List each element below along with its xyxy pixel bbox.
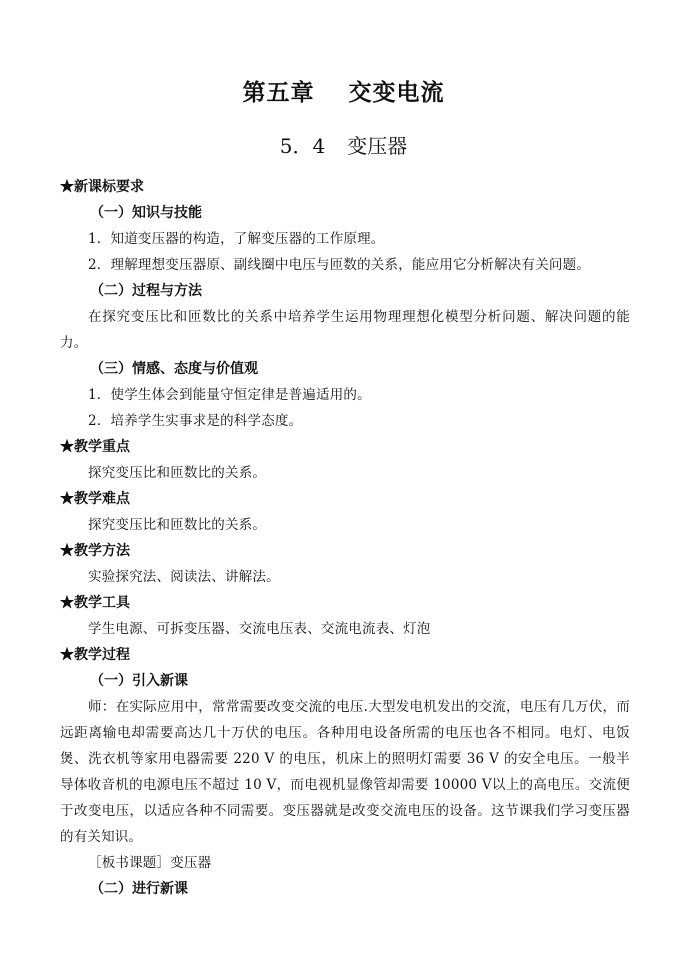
difficulty-text: 探究变压比和匝数比的关系。 xyxy=(88,517,267,533)
document-body xyxy=(60,174,630,902)
intro-heading: （一）引入新课 xyxy=(90,673,188,689)
process-text: 在探究变压比和匝数比的关系中培养学生运用物理理想化模型分析问题、解决问题的能力。 xyxy=(60,309,630,351)
tools-text: 学生电源、可拆变压器、交流电压表、交流电流表、灯泡 xyxy=(88,621,431,637)
method-text: 实验探究法、阅读法、讲解法。 xyxy=(88,569,280,585)
emotion-item-2: 2．培养学生实事求是的科学态度。 xyxy=(88,413,303,429)
process-heading: （二）过程与方法 xyxy=(90,283,202,299)
key-point-heading: ★教学重点 xyxy=(60,439,130,455)
knowledge-item-2: 2．理解理想变压器原、副线圈中电压与匝数的关系，能应用它分析解决有关问题。 xyxy=(88,257,590,273)
tools-heading: ★教学工具 xyxy=(60,595,130,611)
intro-text: 师：在实际应用中，常常需要改变交流的电压.大型发电机发出的交流，电压有几万伏，而远距离输电却需要高达几十万伏的电压。各种用电设备所需的电压也各不相同。电灯、电饭煲、洗衣机等家用电器需要 220 V 的电压，机床上的照明灯需要 36 V 的安全电压。一般半导体收音机的电源电压不超过 10 V，而电视机显像管却需要 10000 V以上的高电压。交流便于改变电压，以适应各种不同需要。变压器就是改变交流电压的设备。这节课我们学习变压器的有关知识。 xyxy=(60,699,630,845)
board-title: ［板书课题］变压器 xyxy=(88,855,212,871)
key-point-text: 探究变压比和匝数比的关系。 xyxy=(88,465,267,481)
section-title xyxy=(0,132,687,160)
method-heading: ★教学方法 xyxy=(60,543,130,559)
emotion-item-1: 1．使学生体会到能量守恒定律是普遍适用的。 xyxy=(88,387,371,403)
chapter-number: 第五章 xyxy=(242,79,315,106)
knowledge-heading: （一）知识与技能 xyxy=(90,205,202,221)
knowledge-item-1: 1．知道变压器的构造，了解变压器的工作原理。 xyxy=(88,231,385,247)
new-curriculum-heading: ★新课标要求 xyxy=(60,179,144,195)
section-number: 5．4 xyxy=(279,134,326,158)
emotion-heading: （三）情感、态度与价值观 xyxy=(90,361,258,377)
section-name: 变压器 xyxy=(347,134,408,158)
new-lesson-heading: （二）进行新课 xyxy=(90,881,188,897)
procedure-heading: ★教学过程 xyxy=(60,647,130,663)
chapter-name: 交变电流 xyxy=(348,79,445,106)
chapter-title xyxy=(0,78,687,108)
difficulty-heading: ★教学难点 xyxy=(60,491,130,507)
